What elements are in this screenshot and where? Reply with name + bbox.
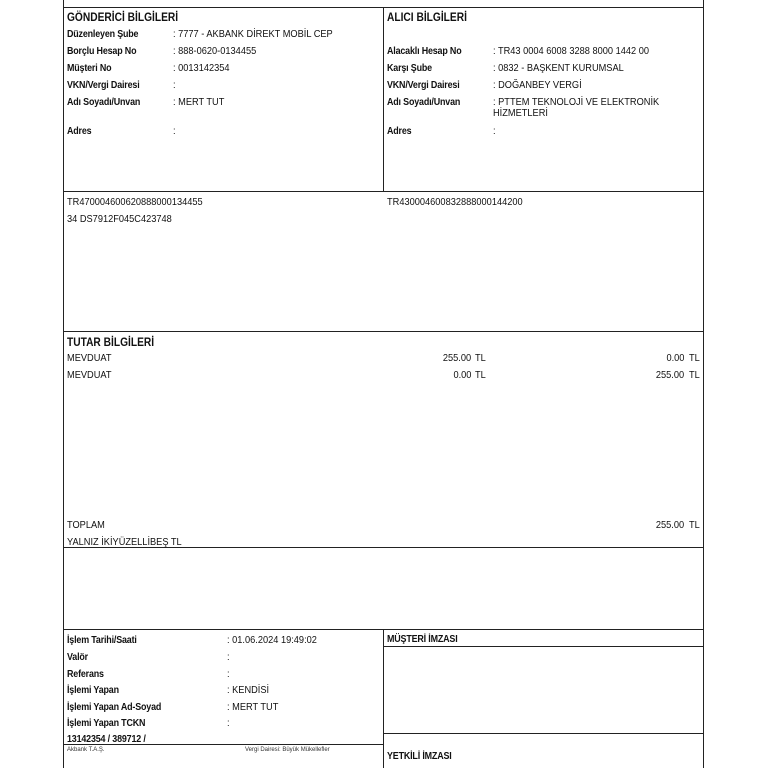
transaction-label-performer: İşlemi Yapan — [67, 684, 119, 696]
total-currency: TL — [689, 519, 700, 531]
total-value: 255.00 — [655, 519, 684, 531]
sender-iban: TR470004600620888000134455 — [67, 196, 203, 208]
amount-row-credit-currency: TL — [689, 352, 700, 364]
amount-row-debit-currency: TL — [475, 369, 486, 381]
sender-label-name: Adı Soyadı/Unvan — [67, 96, 141, 108]
transaction-value-performer: : KENDİSİ — [227, 684, 270, 696]
amount-row-type: MEVDUAT — [67, 352, 112, 364]
amount-row-type: MEVDUAT — [67, 369, 112, 381]
transaction-footer-id: 13142354 / 389712 / — [67, 733, 146, 745]
receiver-value-address: : — [493, 125, 496, 137]
amount-row-credit-currency: TL — [689, 369, 700, 381]
receiver-title: ALICI BİLGİLERİ — [387, 10, 467, 24]
transaction-value-performer-name: : MERT TUT — [227, 701, 279, 713]
sender-value-name: : MERT TUT — [173, 96, 225, 108]
sender-title: GÖNDERİCİ BİLGİLERİ — [67, 10, 179, 24]
transaction-label-performer-name: İşlemi Yapan Ad-Soyad — [67, 701, 162, 713]
transaction-value-reference: : — [227, 668, 230, 680]
sender-value-customer-no: : 0013142354 — [173, 62, 230, 74]
receiver-label-address: Adres — [387, 125, 412, 137]
transaction-reference: 34 DS7912F045C423748 — [67, 213, 172, 225]
transaction-label-value-date: Valör — [67, 651, 88, 663]
transaction-value-datetime: : 01.06.2024 19:49:02 — [227, 634, 317, 646]
transaction-label-reference: Referans — [67, 668, 104, 680]
amount-row-debit: 255.00 — [442, 352, 471, 364]
receiver-value-name: : PTTEM TEKNOLOJİ VE ELEKTRONİK — [493, 96, 660, 108]
sender-label-address: Adres — [67, 125, 92, 137]
sender-value-tax: : — [173, 79, 176, 91]
fine-print-tax: Vergi Dairesi: Büyük Mükellefler — [245, 747, 330, 753]
sender-label-branch: Düzenleyen Şube — [67, 28, 139, 40]
receiver-value-branch: : 0832 - BAŞKENT KURUMSAL — [493, 62, 624, 74]
receiver-label-iban: Alacaklı Hesap No — [387, 45, 462, 57]
transaction-value-tckn: : — [227, 717, 230, 729]
sender-label-customer-no: Müşteri No — [67, 62, 112, 74]
amount-row-debit: 0.00 — [453, 369, 471, 381]
transaction-label-tckn: İşlemi Yapan TCKN — [67, 717, 146, 729]
amount-title: TUTAR BİLGİLERİ — [67, 335, 155, 349]
amount-row-debit-currency: TL — [475, 352, 486, 364]
amount-row-credit: 255.00 — [655, 369, 684, 381]
total-label: TOPLAM — [67, 519, 105, 531]
sender-value-branch: : 7777 - AKBANK DİREKT MOBİL CEP — [173, 28, 333, 40]
receiver-value-name-line2: HİZMETLERİ — [493, 107, 548, 119]
receiver-value-tax: : DOĞANBEY VERGİ — [493, 79, 582, 91]
transaction-value-value-date: : — [227, 651, 230, 663]
fine-print-bank: Akbank T.A.Ş. — [67, 747, 105, 753]
sender-label-tax: VKN/Vergi Dairesi — [67, 79, 140, 91]
customer-signature-label: MÜŞTERİ İMZASI — [387, 633, 458, 645]
sender-value-address: : — [173, 125, 176, 137]
sender-value-account: : 888-0620-0134455 — [173, 45, 257, 57]
amount-row-credit: 0.00 — [666, 352, 684, 364]
authorized-signature-label: YETKİLİ İMZASI — [387, 750, 452, 762]
receiver-iban: TR430004600832888000144200 — [387, 196, 523, 208]
sender-label-account: Borçlu Hesap No — [67, 45, 137, 57]
amount-in-words: YALNIZ İKİYÜZELLİBEŞ TL — [67, 536, 182, 548]
receiver-label-branch: Karşı Şube — [387, 62, 432, 74]
receiver-label-tax: VKN/Vergi Dairesi — [387, 79, 460, 91]
receiver-value-iban: : TR43 0004 6008 3288 8000 1442 00 — [493, 45, 650, 57]
transaction-label-datetime: İşlem Tarihi/Saati — [67, 634, 137, 646]
receiver-label-name: Adı Soyadı/Unvan — [387, 96, 461, 108]
